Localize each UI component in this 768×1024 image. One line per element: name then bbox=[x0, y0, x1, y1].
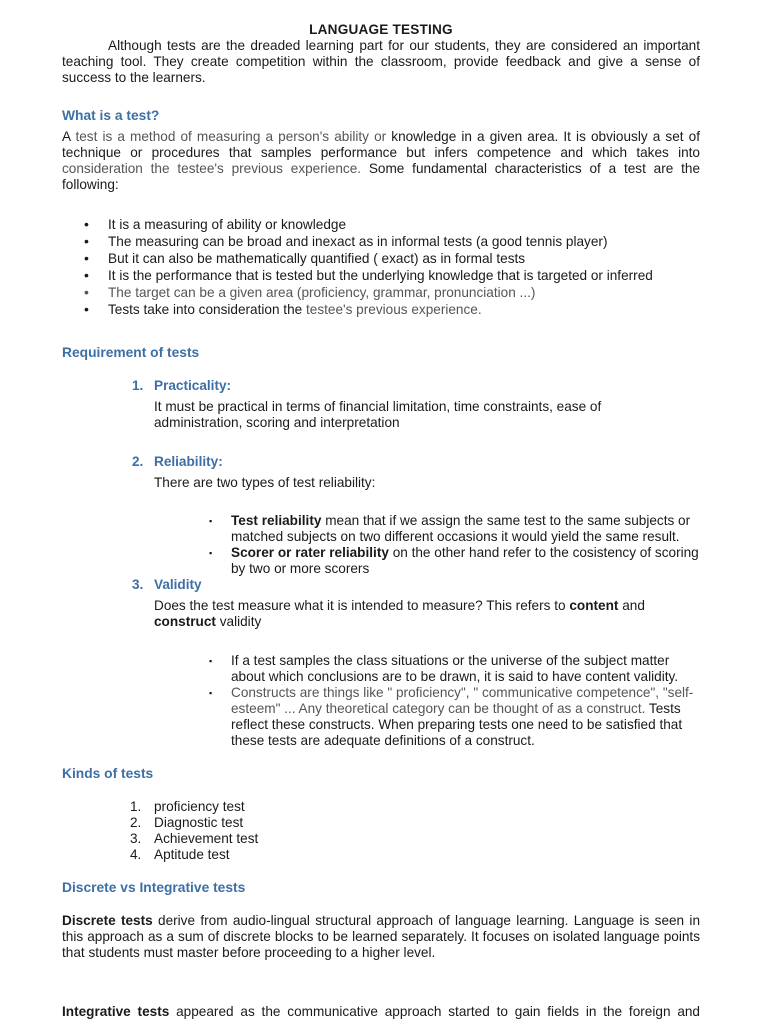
square-bullet-icon: ▪ bbox=[209, 516, 213, 526]
list-item: • It is the performance that is tested but the underlying knowledge that is targeted or inferred bbox=[62, 267, 700, 284]
page-title: LANGUAGE TESTING bbox=[309, 22, 453, 37]
reliability-item-1: ▪ Test reliability mean that if we assign the same test to the same subjects or matched subjects on two different occasions it would yield the same result. bbox=[209, 513, 691, 544]
discrete-tests-paragraph: Discrete tests derive from audio-lingual structural approach of language learning. Language is seen in this approach as a sum of discrete blocks to be learned separately. It focuses on isolated language points that students must master before proceeding to a higher level. bbox=[62, 913, 701, 960]
section-validity: 3. Validity bbox=[132, 577, 202, 592]
square-bullet-icon: ▪ bbox=[209, 656, 213, 666]
validity-item-1: ▪ If a test samples the class situations or the universe of the subject matter about which conclusions are to be drawn, it is said to have content validity. bbox=[209, 653, 679, 684]
heading-practicality: Practicality: bbox=[154, 378, 232, 393]
list-item: 2. Diagnostic test bbox=[130, 815, 244, 830]
list-item: 3. Achievement test bbox=[130, 831, 259, 846]
reliability-item-2: ▪ Scorer or rater reliability on the other hand refer to the cosistency of scoring by two or more scorers bbox=[209, 545, 699, 576]
list-item: 4. Aptitude test bbox=[130, 847, 230, 862]
reliability-text: There are two types of test reliability: bbox=[154, 475, 376, 490]
definition-paragraph: A test is a method of measuring a person's ability or knowledge in a given area. It is obviously a set of technique or procedures that samples performance but infers competence and which takes into consideration the testee's previous experience. Some fundamental characteristics of a test are the following: bbox=[62, 129, 701, 192]
list-item: • It is a measuring of ability or knowledge bbox=[62, 216, 700, 233]
heading-requirement-of-tests: Requirement of tests bbox=[62, 345, 200, 360]
square-bullet-icon: ▪ bbox=[209, 688, 213, 698]
heading-kinds-of-tests: Kinds of tests bbox=[62, 766, 154, 781]
heading-discrete-vs-integrative: Discrete vs Integrative tests bbox=[62, 880, 246, 895]
list-item: • But it can also be mathematically quantified ( exact) as in formal tests bbox=[62, 250, 700, 267]
list-item: • The measuring can be broad and inexact as in informal tests (a good tennis player) bbox=[62, 233, 700, 250]
characteristics-list bbox=[62, 216, 700, 318]
list-item: • Tests take into consideration the testee's previous experience. bbox=[62, 301, 700, 318]
heading-what-is-a-test: What is a test? bbox=[62, 108, 160, 123]
square-bullet-icon: ▪ bbox=[209, 548, 213, 558]
validity-text: Does the test measure what it is intended to measure? This refers to content and construct validity bbox=[154, 598, 645, 629]
list-item: 1. proficiency test bbox=[130, 799, 245, 814]
integrative-tests-paragraph: Integrative tests appeared as the communicative approach started to gain fields in the foreign and bbox=[62, 1004, 700, 1019]
section-reliability: 2. Reliability: bbox=[132, 454, 223, 469]
list-item: • The target can be a given area (proficiency, grammar, pronunciation ...) bbox=[62, 284, 700, 301]
heading-validity: Validity bbox=[154, 577, 202, 592]
heading-reliability: Reliability: bbox=[154, 454, 223, 469]
section-practicality: 1. Practicality: bbox=[132, 378, 232, 393]
practicality-text: It must be practical in terms of financial limitation, time constraints, ease of administration, scoring and interpretation bbox=[154, 399, 602, 430]
kinds-list bbox=[62, 799, 700, 863]
intro-paragraph: Although tests are the dreaded learning part for our students, they are considered an important teaching tool. They create competition within the classroom, provide feedback and give a sense of success to the learners. bbox=[62, 38, 700, 85]
validity-item-2: ▪ Constructs are things like " proficiency", " communicative competence", "self-esteem" ... Any theoretical category can be thought of as a construct. Tests reflect these constructs. When preparing tests one need to be satisfied that these tests are adequate definitions of a construct. bbox=[209, 685, 694, 748]
